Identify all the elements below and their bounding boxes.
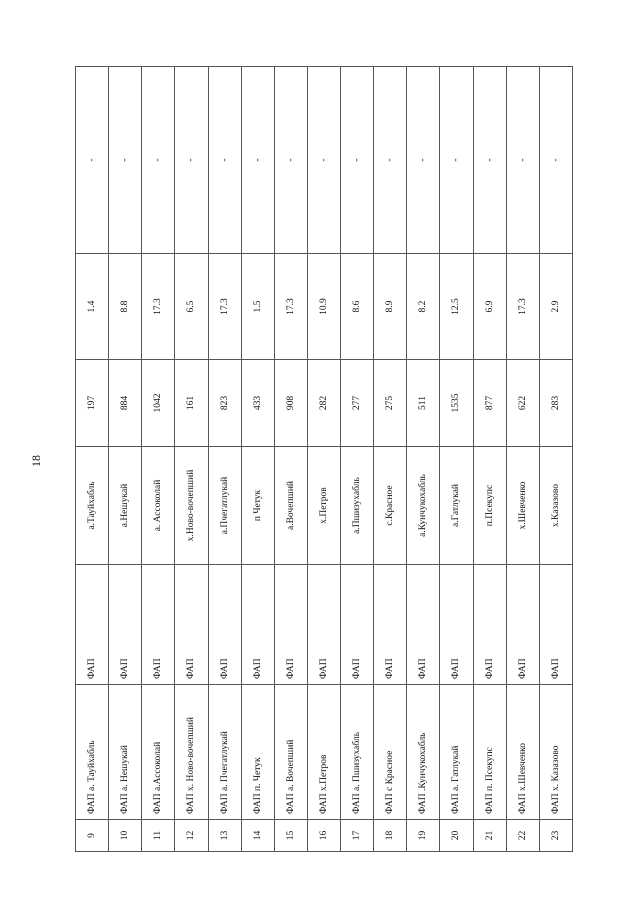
row-number-cell: 12 [175, 820, 208, 852]
population-cell: 1042 [142, 360, 175, 447]
row-number-cell: 20 [440, 820, 473, 852]
facility-name-cell: ФАП а. Пчегатлукай [208, 685, 241, 820]
distance-cell: 17.3 [506, 254, 539, 360]
page-number: 18 [29, 455, 43, 467]
distance-cell: 12.5 [440, 254, 473, 360]
locality-cell: х.Шевченко [506, 447, 539, 565]
row-number-cell: 10 [109, 820, 142, 852]
distance-cell: 1.5 [241, 254, 274, 360]
locality-cell: а.Вочепший [274, 447, 307, 565]
facility-name-cell: ФАП а. Нешукай [109, 685, 142, 820]
note-cell: - [109, 67, 142, 254]
locality-cell: а. Ассоколай [142, 447, 175, 565]
population-cell: 283 [539, 360, 572, 447]
facility-type-cell: ФАП [341, 565, 374, 685]
population-cell: 433 [241, 360, 274, 447]
table-body [76, 67, 573, 852]
table-row [374, 67, 407, 852]
population-cell: 1535 [440, 360, 473, 447]
note-cell: - [307, 67, 340, 254]
locality-cell: а.Тауйхабль [76, 447, 109, 565]
population-cell: 823 [208, 360, 241, 447]
facility-name-cell: ФАП .Кунчукохабль [407, 685, 440, 820]
population-cell: 622 [506, 360, 539, 447]
facility-name-cell: ФАП с Красное [374, 685, 407, 820]
table-row [473, 67, 506, 852]
facility-name-cell: ФАП а. Вочепший [274, 685, 307, 820]
table-frame [75, 67, 573, 852]
facility-name-cell: ФАП х.Петров [307, 685, 340, 820]
facility-name-cell: ФАП а. Тауйхабль [76, 685, 109, 820]
facility-type-cell: ФАП [208, 565, 241, 685]
population-cell: 511 [407, 360, 440, 447]
note-cell: - [208, 67, 241, 254]
table-row [506, 67, 539, 852]
locality-cell: п.Псекупс [473, 447, 506, 565]
distance-cell: 17.3 [274, 254, 307, 360]
distance-cell: 1.4 [76, 254, 109, 360]
table-row [539, 67, 572, 852]
table-row [407, 67, 440, 852]
facility-name-cell: ФАП п. Четук [241, 685, 274, 820]
table-row [241, 67, 274, 852]
table-row [76, 67, 109, 852]
population-cell: 275 [374, 360, 407, 447]
table-row [109, 67, 142, 852]
locality-cell: х.Ново-вочепший [175, 447, 208, 565]
locality-cell: а.Гатлукай [440, 447, 473, 565]
facility-type-cell: ФАП [374, 565, 407, 685]
row-number-cell: 21 [473, 820, 506, 852]
facility-type-cell: ФАП [175, 565, 208, 685]
row-number-cell: 16 [307, 820, 340, 852]
population-cell: 908 [274, 360, 307, 447]
facility-type-cell: ФАП [307, 565, 340, 685]
facility-type-cell: ФАП [539, 565, 572, 685]
locality-cell: а.Нешукай [109, 447, 142, 565]
note-cell: - [341, 67, 374, 254]
row-number-cell: 19 [407, 820, 440, 852]
row-number-cell: 23 [539, 820, 572, 852]
distance-cell: 2.9 [539, 254, 572, 360]
population-cell: 282 [307, 360, 340, 447]
table-row [208, 67, 241, 852]
facility-type-cell: ФАП [76, 565, 109, 685]
facility-table [75, 66, 573, 852]
locality-cell: с.Красное [374, 447, 407, 565]
locality-cell: а.Пшизухабль [341, 447, 374, 565]
facility-type-cell: ФАП [109, 565, 142, 685]
row-number-cell: 13 [208, 820, 241, 852]
facility-type-cell: ФАП [142, 565, 175, 685]
population-cell: 877 [473, 360, 506, 447]
note-cell: - [274, 67, 307, 254]
note-cell: - [440, 67, 473, 254]
population-cell: 277 [341, 360, 374, 447]
note-cell: - [539, 67, 572, 254]
population-cell: 884 [109, 360, 142, 447]
note-cell: - [142, 67, 175, 254]
note-cell: - [374, 67, 407, 254]
distance-cell: 8.6 [341, 254, 374, 360]
facility-type-cell: ФАП [506, 565, 539, 685]
distance-cell: 8.9 [374, 254, 407, 360]
distance-cell: 8.8 [109, 254, 142, 360]
facility-name-cell: ФАП х. Казазово [539, 685, 572, 820]
distance-cell: 10.9 [307, 254, 340, 360]
facility-name-cell: ФАП х. Ново-вочепший [175, 685, 208, 820]
distance-cell: 17.3 [142, 254, 175, 360]
facility-name-cell: ФАП а.Ассоколай [142, 685, 175, 820]
note-cell: - [506, 67, 539, 254]
distance-cell: 17.3 [208, 254, 241, 360]
distance-cell: 8.2 [407, 254, 440, 360]
note-cell: - [407, 67, 440, 254]
distance-cell: 6.9 [473, 254, 506, 360]
locality-cell: а.Кунчукохабль [407, 447, 440, 565]
locality-cell: х.Казазово [539, 447, 572, 565]
locality-cell: а.Пчегатлукай [208, 447, 241, 565]
facility-name-cell: ФАП а. Пшизухабль [341, 685, 374, 820]
distance-cell: 6.5 [175, 254, 208, 360]
table-row [440, 67, 473, 852]
locality-cell: х.Петров [307, 447, 340, 565]
facility-name-cell: ФАП х.Шевченко [506, 685, 539, 820]
population-cell: 161 [175, 360, 208, 447]
locality-cell: п Четук [241, 447, 274, 565]
facility-type-cell: ФАП [241, 565, 274, 685]
table-row [274, 67, 307, 852]
facility-type-cell: ФАП [407, 565, 440, 685]
row-number-cell: 18 [374, 820, 407, 852]
row-number-cell: 15 [274, 820, 307, 852]
facility-type-cell: ФАП [274, 565, 307, 685]
table-row [307, 67, 340, 852]
facility-name-cell: ФАП п. Псекупс [473, 685, 506, 820]
note-cell: - [473, 67, 506, 254]
row-number-cell: 9 [76, 820, 109, 852]
facility-name-cell: ФАП а. Гатлукай [440, 685, 473, 820]
row-number-cell: 11 [142, 820, 175, 852]
facility-type-cell: ФАП [440, 565, 473, 685]
table-row [142, 67, 175, 852]
note-cell: - [76, 67, 109, 254]
facility-type-cell: ФАП [473, 565, 506, 685]
row-number-cell: 14 [241, 820, 274, 852]
population-cell: 197 [76, 360, 109, 447]
row-number-cell: 17 [341, 820, 374, 852]
note-cell: - [175, 67, 208, 254]
table-row [341, 67, 374, 852]
note-cell: - [241, 67, 274, 254]
row-number-cell: 22 [506, 820, 539, 852]
table-row [175, 67, 208, 852]
